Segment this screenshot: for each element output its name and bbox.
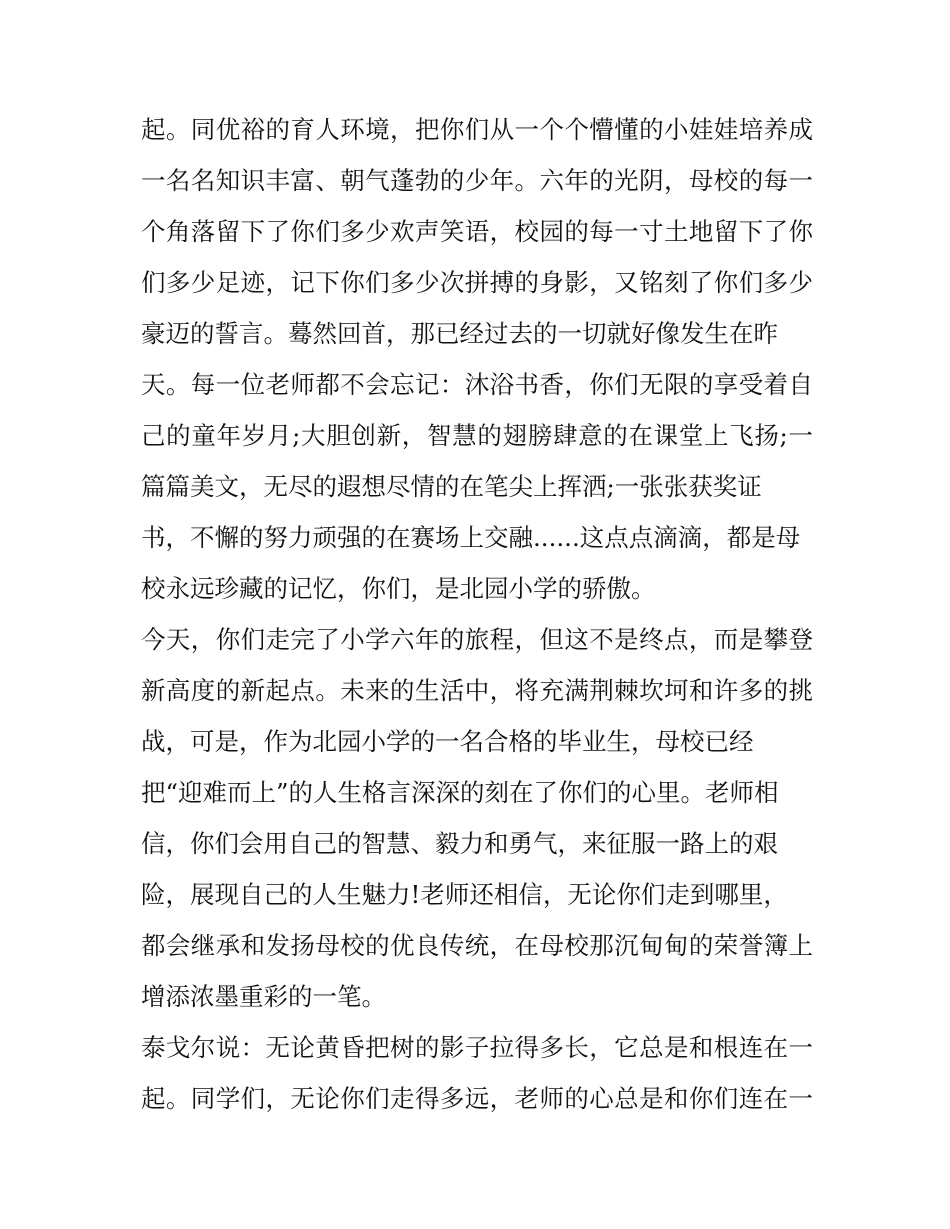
text-line: 信，你们会用自己的智慧、毅力和勇气，来征服一路上的艰 xyxy=(141,829,778,858)
text-line: 书，不懈的努力顽强的在赛场上交融......这点点滴滴，都是母 xyxy=(141,523,801,552)
text-line: 起。同优裕的育人环境，把你们从一个个懵懂的小娃娃培养成 xyxy=(141,115,813,144)
text-line: 增添浓墨重彩的一笔。 xyxy=(141,982,386,1011)
paragraph-2 xyxy=(141,614,813,1022)
text-line: 篇篇美文，无尽的遐想尽情的在笔尖上挥洒;一张张获奖证 xyxy=(141,472,762,501)
text-line: 个角落留下了你们多少欢声笑语，校园的每一寸土地留下了你 xyxy=(141,217,813,246)
text-line: 己的童年岁月;大胆创新，智慧的翅膀肆意的在课堂上飞扬;一 xyxy=(141,421,813,450)
text-line: 天。每一位老师都不会忘记：沐浴书香，你们无限的享受着自 xyxy=(141,370,813,399)
text-line: 今天，你们走完了小学六年的旅程，但这不是终点，而是攀登 xyxy=(141,625,813,654)
text-line: 险，展现自己的人生魅力!老师还相信，无论你们走到哪里， xyxy=(141,880,788,909)
paragraph-1 xyxy=(141,104,813,614)
body-text xyxy=(141,104,813,1124)
text-line: 泰戈尔说：无论黄昏把树的影子拉得多长，它总是和根连在一 xyxy=(141,1033,813,1062)
text-line: 把“迎难而上”的人生格言深深的刻在了你们的心里。老师相 xyxy=(141,778,779,807)
text-line: 们多少足迹，记下你们多少次拼搏的身影，又铭刻了你们多少 xyxy=(141,268,813,297)
text-line: 校永远珍藏的记忆，你们，是北园小学的骄傲。 xyxy=(141,574,656,603)
text-line: 豪迈的誓言。蓦然回首，那已经过去的一切就好像发生在昨 xyxy=(141,319,778,348)
paragraph-3 xyxy=(141,1022,813,1124)
text-line: 新高度的新起点。未来的生活中，将充满荆棘坎坷和许多的挑 xyxy=(141,676,813,705)
text-line: 战，可是，作为北园小学的一名合格的毕业生，母校已经 xyxy=(141,727,754,756)
text-line: 都会继承和发扬母校的优良传统，在母校那沉甸甸的荣誉簿上 xyxy=(141,931,813,960)
text-line: 起。同学们，无论你们走得多远，老师的心总是和你们连在一 xyxy=(141,1084,813,1113)
text-line: 一名名知识丰富、朝气蓬勃的少年。六年的光阴，母校的每一 xyxy=(141,166,813,195)
